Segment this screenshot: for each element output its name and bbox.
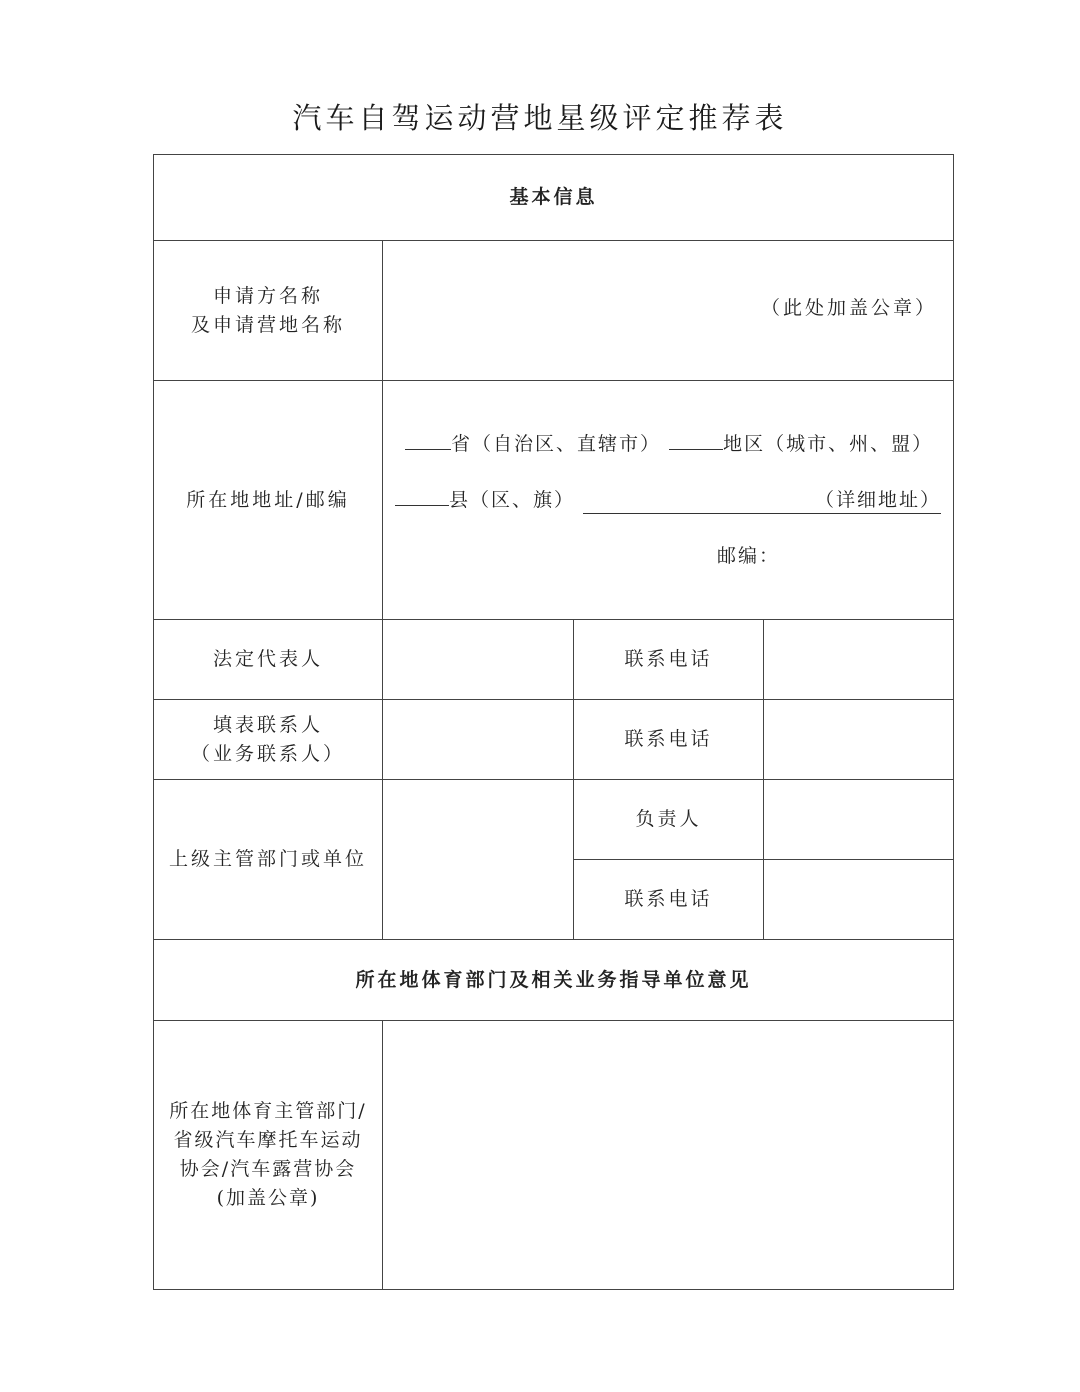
opinion-row [154, 1021, 954, 1290]
detail-address-label: （详细地址） [815, 489, 942, 511]
legal-rep-label: 法定代表人 [154, 620, 383, 700]
county-label: 县（区、旗） [449, 489, 576, 511]
contact-phone-field[interactable] [764, 700, 954, 780]
basic-info-header-row [154, 155, 954, 241]
legal-rep-row [154, 620, 954, 700]
section-basic-info: 基本信息 [154, 155, 954, 241]
opinion-label-line3: 协会/汽车露营协会 [179, 1158, 357, 1180]
detail-address-blank[interactable] [583, 487, 941, 514]
contact-label-cell [154, 700, 383, 780]
superior-row [154, 780, 954, 860]
region-label: 地区（城市、州、盟） [723, 433, 934, 455]
postal-code-line [405, 528, 941, 584]
opinion-header-row [154, 940, 954, 1021]
superior-person-label: 负责人 [574, 780, 764, 860]
legal-rep-phone-field[interactable] [764, 620, 954, 700]
superior-label: 上级主管部门或单位 [154, 780, 383, 940]
seal-note: （此处加盖公章） [761, 297, 938, 319]
address-line-1 [405, 416, 941, 472]
legal-rep-field[interactable] [383, 620, 574, 700]
opinion-field[interactable] [383, 1021, 954, 1290]
contact-label-line1: 填表联系人 [212, 713, 323, 736]
contact-label-line2: （业务联系人） [190, 742, 345, 765]
contact-field[interactable] [383, 700, 574, 780]
applicant-name-field[interactable] [383, 241, 954, 381]
superior-person-field[interactable] [764, 780, 954, 860]
legal-rep-phone-label: 联系电话 [574, 620, 764, 700]
opinion-label-line1: 所在地体育主管部门/ [169, 1100, 367, 1122]
opinion-label-line2: 省级汽车摩托车运动 [173, 1129, 363, 1151]
address-label: 所在地地址/邮编 [154, 381, 383, 620]
address-line-2 [395, 472, 941, 528]
superior-phone-label: 联系电话 [574, 860, 764, 940]
province-label: 省（自治区、直辖市） [451, 433, 662, 455]
county-blank[interactable] [395, 487, 449, 506]
recommendation-form-table [153, 154, 954, 1290]
applicant-label-line1: 申请方名称 [212, 284, 323, 307]
region-blank[interactable] [669, 431, 723, 450]
opinion-label-cell [154, 1021, 383, 1290]
applicant-label-line2: 及申请营地名称 [190, 313, 345, 336]
province-blank[interactable] [405, 431, 451, 450]
applicant-row [154, 241, 954, 381]
contact-phone-label: 联系电话 [574, 700, 764, 780]
address-field[interactable] [383, 381, 954, 620]
address-row [154, 381, 954, 620]
page-title: 汽车自驾运动营地星级评定推荐表 [292, 101, 788, 135]
applicant-label-cell [154, 241, 383, 381]
superior-phone-field[interactable] [764, 860, 954, 940]
superior-field[interactable] [383, 780, 574, 940]
section-opinion: 所在地体育部门及相关业务指导单位意见 [154, 940, 954, 1021]
opinion-label-line4: (加盖公章) [216, 1187, 320, 1209]
contact-row [154, 700, 954, 780]
postal-code-label: 邮编： [717, 545, 781, 567]
